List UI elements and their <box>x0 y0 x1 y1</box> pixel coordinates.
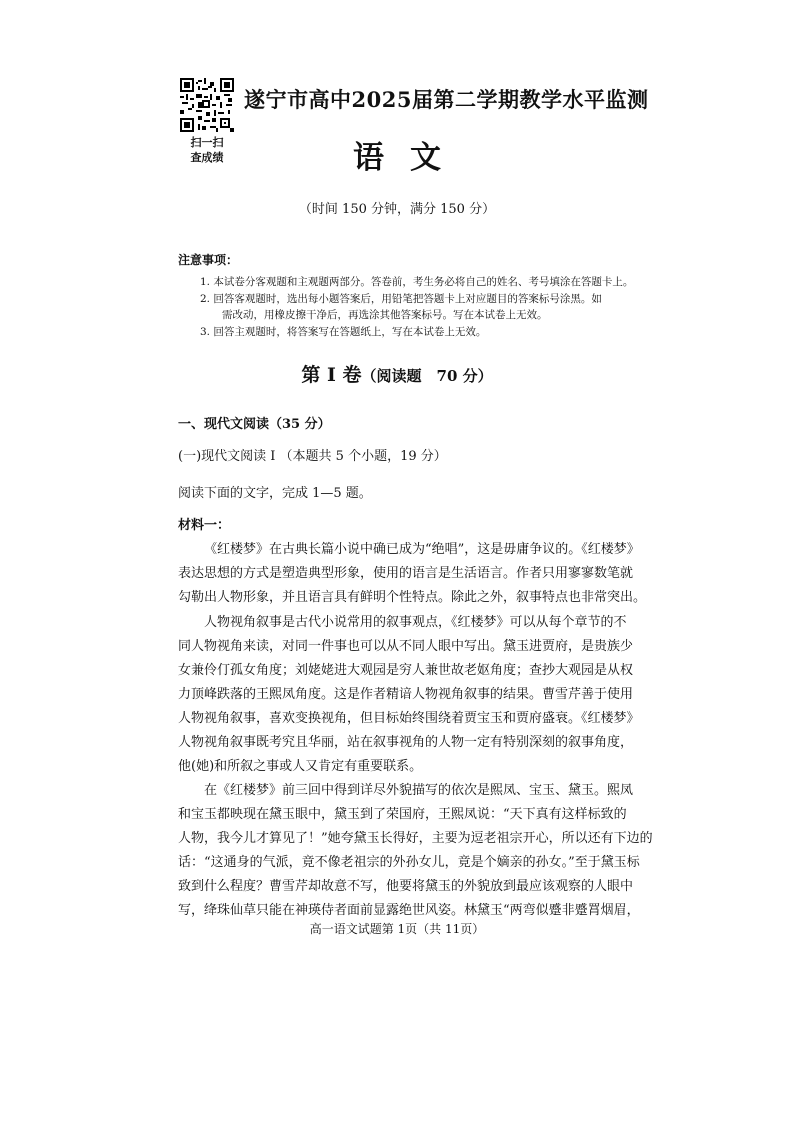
qr-caption-score: 查成绩 <box>190 151 224 164</box>
text-line: 勾勒出人物形象，并且语言具有鲜明个性特点。除此之外，叙事特点也非常突出。 <box>178 590 647 605</box>
part-heading <box>0 360 794 387</box>
qr-code-image <box>180 78 234 132</box>
text-line: 人物视角叙事是古代小说常用的叙事观点，《红楼梦》可以从每个章节的不 <box>204 615 627 630</box>
part-subtitle: （阅读题 70 分） <box>361 367 493 385</box>
text-line: 人物视角叙事，喜欢变换视角，但目标始终围绕着贾宝玉和贾府盛衰。《红楼梦》 <box>178 711 640 726</box>
notice-item-3: 3. 回答主观题时，将答案写在答题纸上，写在本试卷上无效。 <box>200 326 487 338</box>
qr-caption-scan: 扫一扫 <box>190 136 224 149</box>
text-line: 他(她)和所叙之事或人又肯定有重要联系。 <box>178 759 423 774</box>
text-line: 致到什么程度？曹雪芹却故意不写，他要将黛玉的外貌放到最应该观察的人眼中 <box>178 879 634 894</box>
subject-title: 语文 <box>353 140 467 176</box>
notice-item-1: 1. 本试卷分客观题和主观题两部分。答卷前，考生务必将自己的姓名、考号填涂在答题卡上。 <box>200 276 634 288</box>
time-limit: （时间 150 分钟，满分 150 分） <box>298 202 496 217</box>
text-line: 写，绛珠仙草只能在神瑛侍者面前显露绝世风姿。林黛玉“两弯似蹙非蹙罥烟眉， <box>178 903 640 918</box>
notice-heading: 注意事项： <box>178 253 239 267</box>
text-line: 表达思想的方式是塑造典型形象，使用的语言是生活语言。作者只用寥寥数笔就 <box>178 566 634 581</box>
text-line: 人物视角叙事既考究且华丽，站在叙事视角的人物一定有特别深刻的叙事角度， <box>178 735 634 750</box>
section-subheading: (一)现代文阅读 Ⅰ （本题共 5 个小题，19 分） <box>178 449 447 464</box>
part-title: 第 Ⅰ 卷 <box>301 364 362 386</box>
text-line: 在《红楼梦》前三回中得到详尽外貌描写的依次是熙凤、宝玉、黛玉。熙凤 <box>204 783 634 798</box>
notice-item-2-cont: 需改动，用橡皮擦干净后，再选涂其他答案标号。写在本试卷上无效。 <box>222 309 548 321</box>
material-label: 材料一： <box>178 518 231 533</box>
text-line: 力顶峰跌落的王熙凤角度。这是作者精谙人物视角叙事的结果。曹雪芹善于使用 <box>178 687 634 702</box>
text-line: 女兼伶仃孤女角度；刘姥姥进大观园是穷人兼世故老妪角度；查抄大观园是从权 <box>178 663 634 678</box>
text-line: 同人物视角来读，对同一件事也可以从不同人眼中写出。黛玉进贾府，是贵族少 <box>178 639 634 654</box>
page-footer: 高一语文试题第 1页（共 11页） <box>309 922 485 936</box>
text-line: 和宝玉都映现在黛玉眼中，黛玉到了荣国府，王熙凤说：“天下真有这样标致的 <box>178 807 627 822</box>
exam-title: 遂宁市高中2025届第二学期教学水平监测 <box>244 87 649 112</box>
section-heading: 一、现代文阅读（35 分） <box>178 417 331 432</box>
qr-code-icon <box>180 78 234 132</box>
text-line: 人物，我今儿才算见了！”她夸黛玉长得好，主要为逗老祖宗开心，所以还有下边的 <box>178 831 653 846</box>
text-line: 话：“这通身的气派，竟不像老祖宗的外孙女儿，竟是个嫡亲的孙女。”至于黛玉标 <box>178 855 640 870</box>
reading-instruction: 阅读下面的文字，完成 1—5 题。 <box>178 486 372 501</box>
text-line: 《红楼梦》在古典长篇小说中确已成为“绝唱”，这是毋庸争议的。《红楼梦》 <box>204 542 640 557</box>
notice-item-2: 2. 回答客观题时，选出每小题答案后，用铅笔把答题卡上对应题目的答案标号涂黑。如 <box>200 293 602 305</box>
